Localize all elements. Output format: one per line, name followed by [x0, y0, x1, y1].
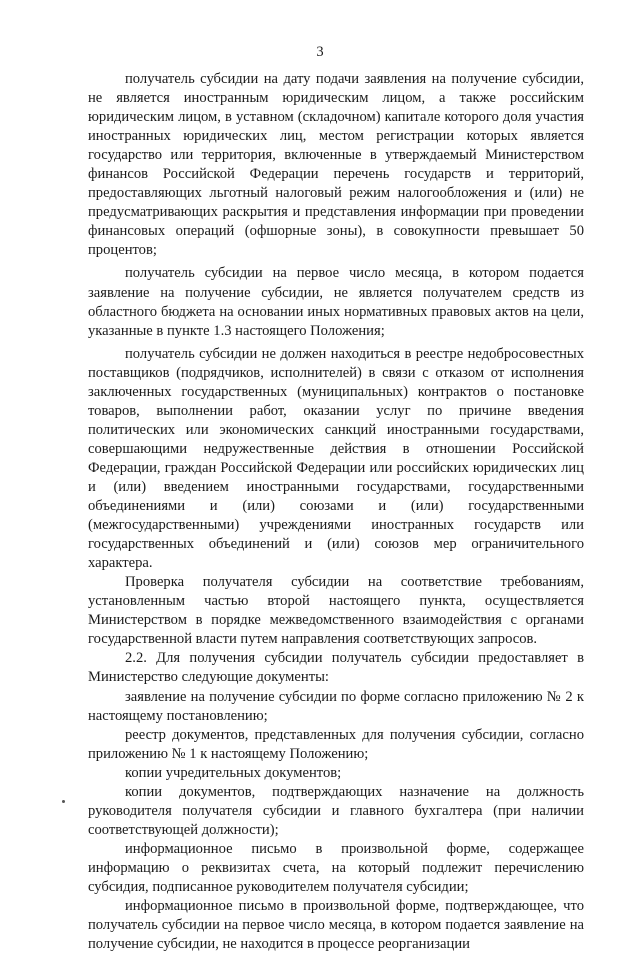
list-item-application: заявление на получение субсидии по форме согласно приложению № 2 к настоящему постановлению;: [88, 688, 584, 724]
list-item-appointment-documents: копии документов, подтверждающих назначение на должность руководителя получателя субсидии и главного бухгалтера (при наличии соответствующей должности);: [88, 783, 584, 838]
list-item-documents-registry: реестр документов, представленных для получения субсидии, согласно приложению № 1 к настоящему Положению;: [88, 726, 584, 762]
document-body: [88, 70, 584, 954]
paragraph-compliance-check: Проверка получателя субсидии на соответствие требованиям, установленным частью второй настоящего пункта, осуществляется Министерством в порядке межведомственного взаимодействия с органами государственной власти путем направления соответствующих запросов.: [88, 574, 584, 648]
list-item-bank-details-letter: информационное письмо в произвольной форме, содержащее информацию о реквизитах счета, на который подлежит перечислению субсидия, подписанное руководителем получателя субсидии;: [88, 840, 584, 895]
paragraph-section-2-2: 2.2. Для получения субсидии получатель субсидии предоставляет в Министерство следующие документы:: [88, 650, 584, 686]
page-number: 3: [316, 44, 324, 60]
list-item-founding-documents: копии учредительных документов;: [125, 764, 342, 781]
paragraph-foreign-entity: получатель субсидии на дату подачи заявления на получение субсидии, не является иностранным юридическим лицом, а также российским юридическим лицом, в уставном (складочном) капитале которого доля участия иностранных юридических лиц, местом регистрации которых является государство или территория, включенные в утверждаемый Министерством финансов Российской Федерации перечень государств и территорий, предоставляющих льготный налоговый режим налогообложения и (или) не предусматривающих раскрытия и представления информации при проведении финансовых операций (офшорные зоны), в совокупности превышает 50 процентов;: [88, 71, 584, 259]
paragraph-unreliable-suppliers-registry: получатель субсидии не должен находиться в реестре недобросовестных поставщиков (подрядчиков, исполнителей) в связи с отказом от исполнения заключенных государственных (муниципальных) контрактов о постановке товаров, выполнении работ, оказании услуг по причине введения политических или экономических санкций иностранными государствами, совершающими недружественные действия в отношении Российской Федерации, граждан Российской Федерации или российских юридических лиц и (или) введением иностранными государствами, государственными объединениями и (или) союзами и (или) государственными (межгосударственными) учреждениями иностранных государств или государственных объединений и (или) союзов мер ограничительного характера.: [88, 345, 584, 572]
scan-dot: [62, 800, 65, 803]
list-item-reorganization-letter: информационное письмо в произвольной форме, подтверждающее, что получатель субсидии на первое число месяца, в котором подается заявление на получение субсидии, не находится в процессе реорганизации: [88, 898, 584, 953]
paragraph-no-other-budget-funds: получатель субсидии на первое число месяца, в котором подается заявление на получение субсидии, не является получателем средств из областного бюджета на основании иных нормативных правовых актов на цели, указанные в пункте 1.3 настоящего Положения;: [88, 265, 584, 339]
